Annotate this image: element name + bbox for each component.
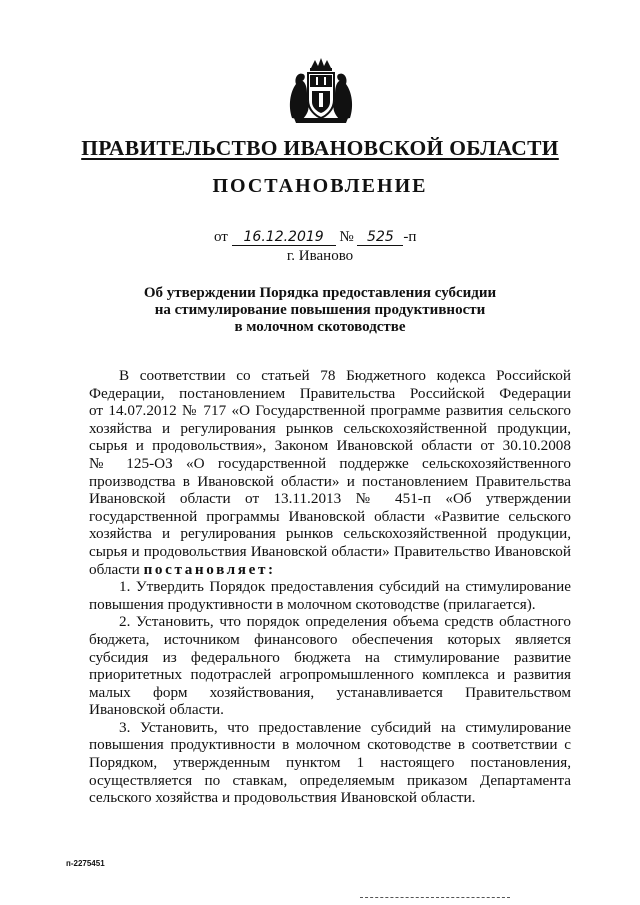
- item-3-paragraph: [89, 719, 571, 807]
- body-line: № 125-ОЗ «О государственной поддержке сельскохозяйственного: [89, 454, 571, 472]
- body-line: В соответствии со статьей 78 Бюджетного кодекса Российской: [119, 367, 571, 384]
- body-line: хозяйства и регулирования рынков сельскохозяйственной продукции,: [89, 525, 571, 543]
- body-line: государственной программы Ивановской области «Развитие сельского: [89, 507, 571, 525]
- preamble-paragraph: [89, 367, 571, 578]
- document-type-heading: ПОСТАНОВЛЕНИЕ: [212, 175, 428, 197]
- handwritten-number: 525: [357, 229, 403, 246]
- subject-line: в молочном скотоводстве: [234, 319, 406, 335]
- government-title: ПРАВИТЕЛЬСТВО ИВАНОВСКОЙ ОБЛАСТИ: [81, 136, 559, 160]
- body-line: Федерации, постановлением Правительства Российской Федерации: [89, 384, 571, 402]
- body-line: повышения продуктивности в молочном скотоводстве (прилагается).: [89, 595, 536, 613]
- resolves-keyword: постановляет:: [143, 560, 276, 578]
- subject-line: Об утверждении Порядка предоставления субсидии: [143, 285, 497, 301]
- date-prefix: от: [214, 229, 228, 245]
- body-line-resolves: [89, 561, 571, 579]
- body-line: приоритетных подотраслей агропромышленного комплекса и развития: [89, 666, 571, 684]
- number-sign: №: [339, 229, 354, 245]
- body-line: бюджета, источником финансового обеспечения которых является: [89, 630, 571, 648]
- coat-of-arms-emblem: [286, 58, 356, 124]
- subject-line: на стимулирование повышения продуктивности: [154, 302, 486, 318]
- body-line: малых форм хозяйствования, устанавливается Правительством: [89, 683, 571, 701]
- document-code: п-2275451: [66, 859, 105, 868]
- body-line: осуществляется по ставкам, определяемым приказом Департамента: [89, 771, 571, 789]
- resolution-subject: [60, 285, 580, 336]
- body-line: от 14.07.2012 № 717 «О Государственной программе развития сельского: [89, 402, 571, 420]
- city-name: г. Иваново: [286, 248, 354, 264]
- body-line: производства в Ивановской области» и постановлением Правительства: [89, 472, 571, 490]
- page-edge-divider: [360, 897, 510, 899]
- body-line: Порядком, утвержденным пунктом 1 настоящего постановления,: [89, 754, 571, 772]
- item-1-paragraph: [89, 578, 571, 613]
- body-line: сельского хозяйства и продовольствия Ивановской области.: [89, 789, 476, 807]
- preamble-last-line-start: области: [89, 560, 144, 578]
- body-line: 2. Установить, что порядок определения объема средств областного: [119, 613, 571, 631]
- body-line: повышения продуктивности в молочном скотоводстве в соответствии с: [89, 736, 571, 754]
- body-line: сырья и продовольствия Ивановской области» Правительство Ивановской: [89, 542, 571, 560]
- body-line: Ивановской области.: [89, 701, 224, 719]
- document-body: [89, 367, 571, 807]
- handwritten-date: 16.12.2019: [232, 229, 336, 246]
- body-line: 1. Утвердить Порядок предоставления субсидий на стимулирование: [119, 578, 571, 596]
- body-line: хозяйства и регулирования рынков сельскохозяйственной продукции,: [89, 419, 571, 437]
- number-suffix: -п: [403, 229, 417, 245]
- date-number-line: [214, 228, 416, 246]
- body-line: субсидия из федерального бюджета на стимулирование развитие: [89, 648, 571, 666]
- item-2-paragraph: [89, 613, 571, 719]
- body-line: 3. Установить, что предоставление субсидий на стимулирование: [119, 718, 571, 736]
- body-line: Ивановской области от 13.11.2013 № 451-п «Об утверждении: [89, 490, 571, 508]
- body-line: сырья и продовольствия», Законом Ивановской области от 30.10.2008: [89, 437, 571, 455]
